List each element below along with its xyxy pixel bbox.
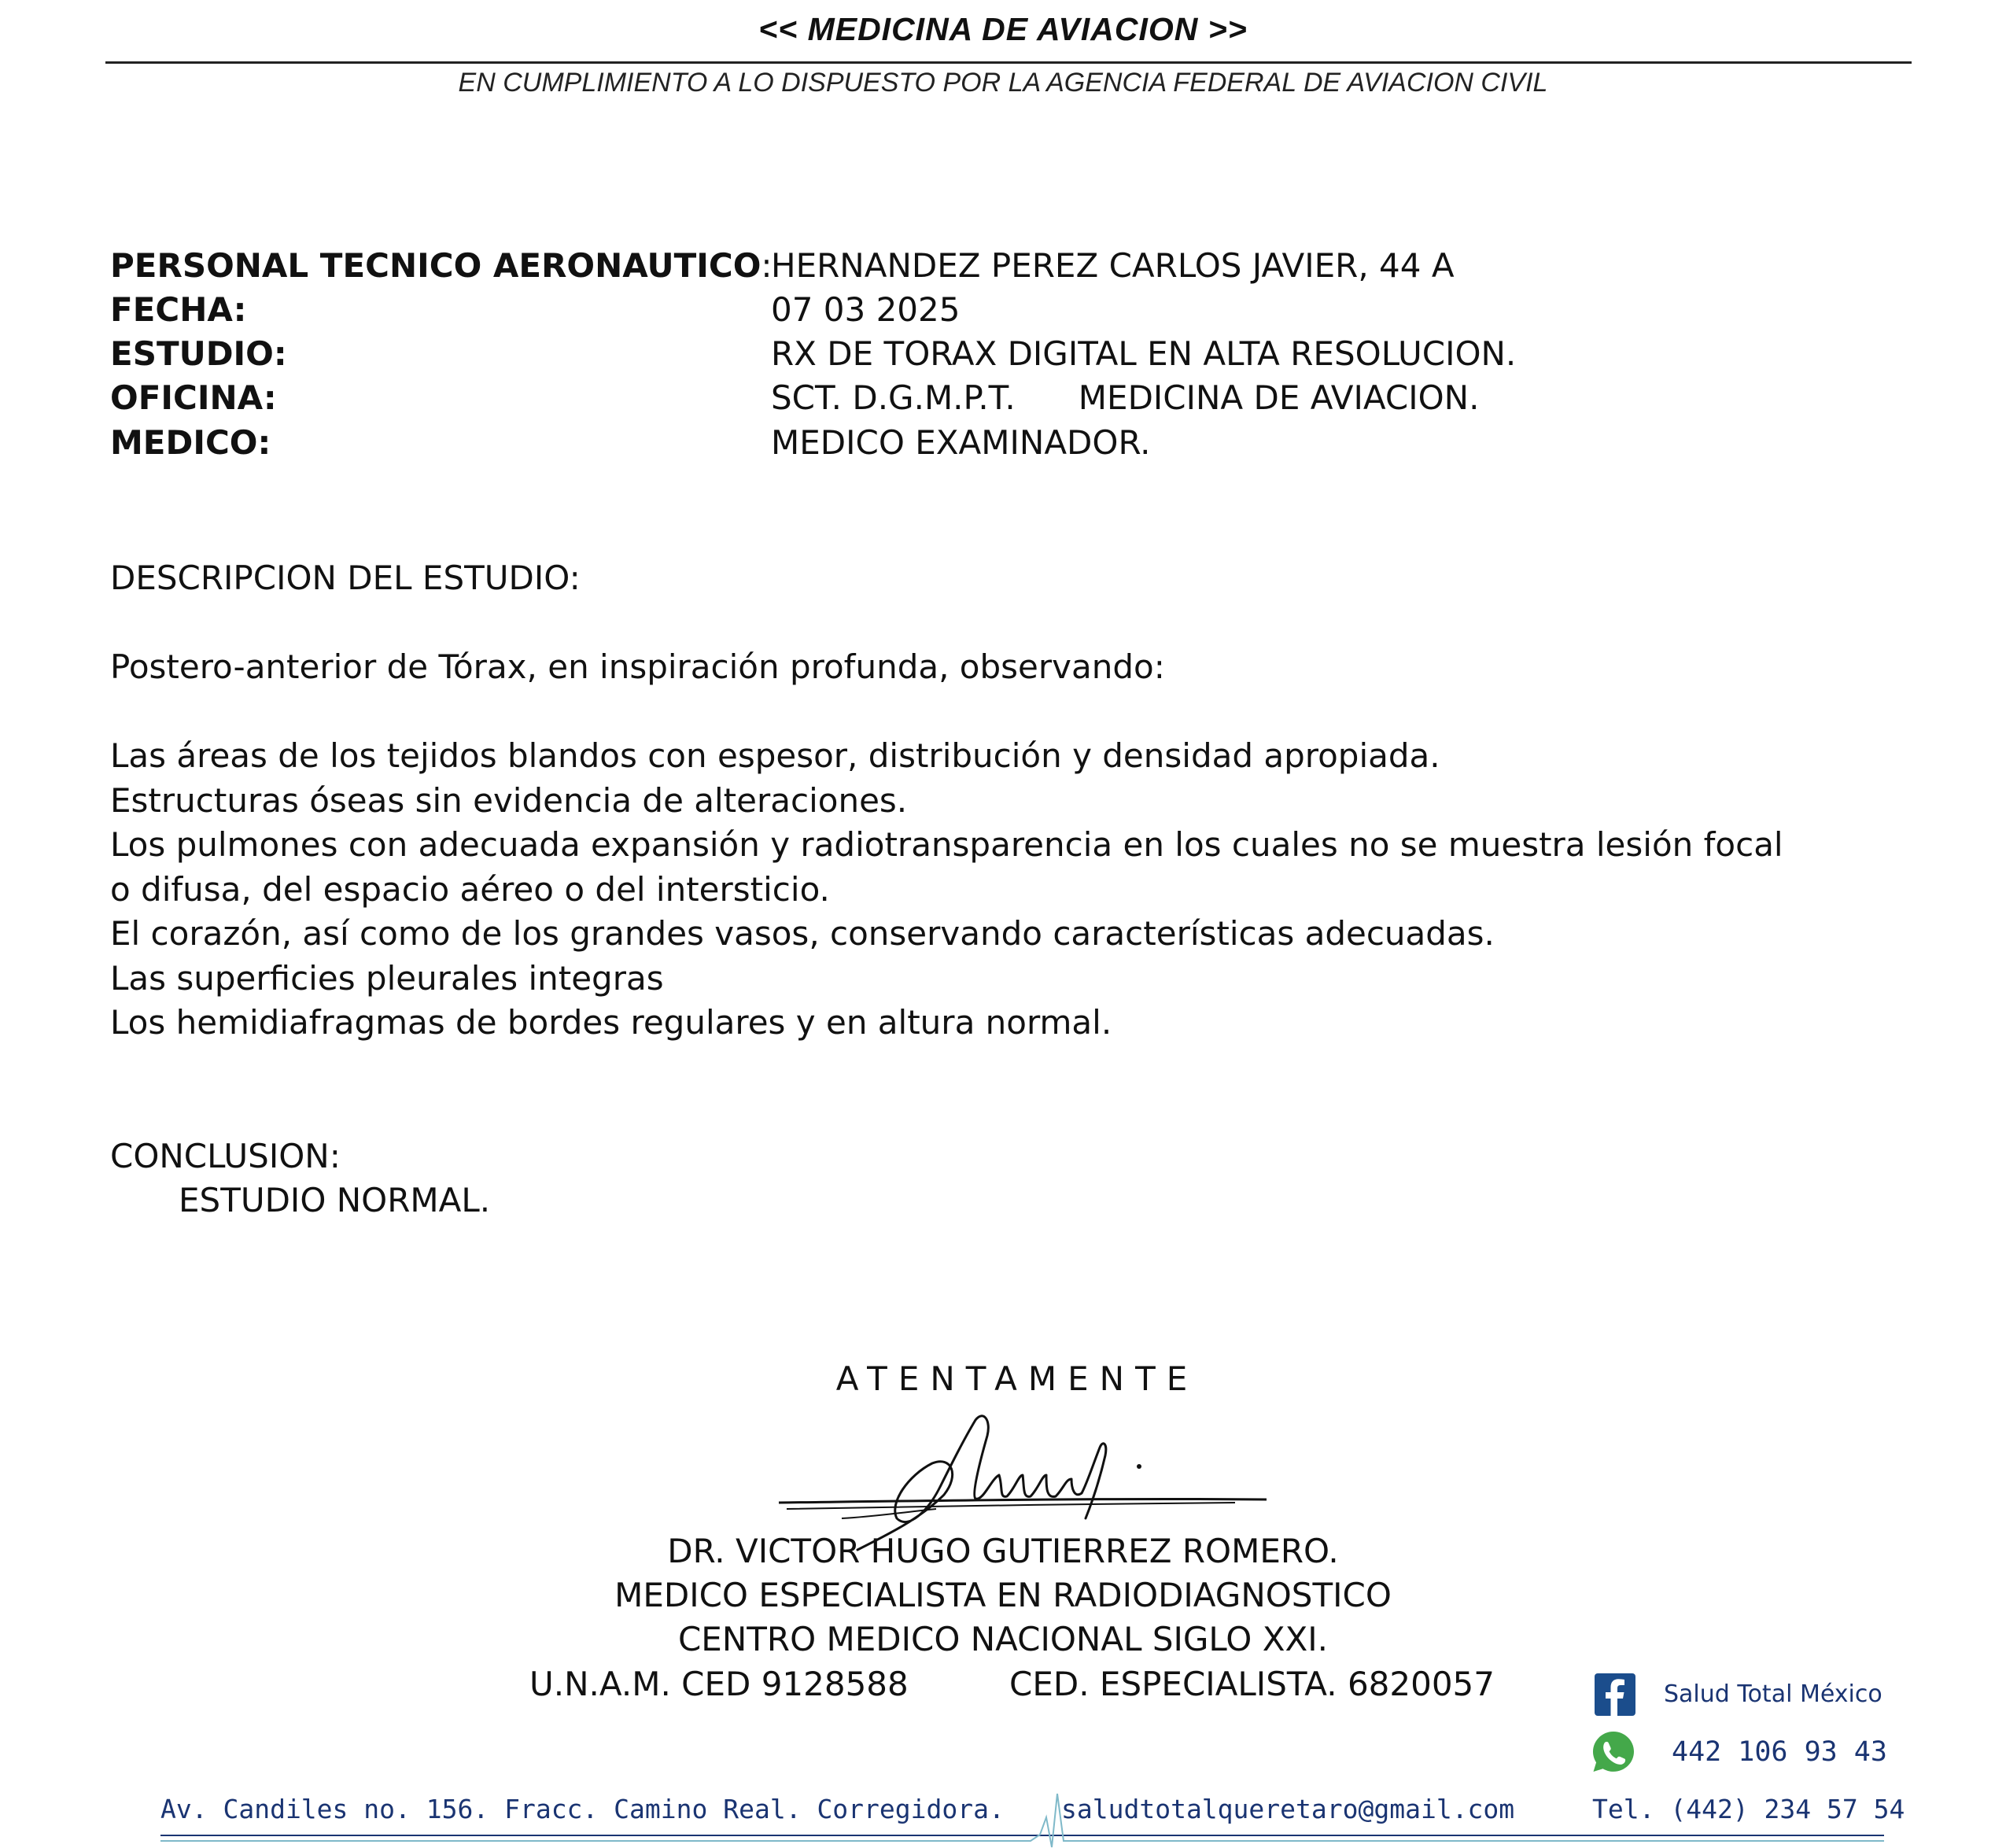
finding-line: Las superficies pleurales integras: [110, 959, 664, 998]
whatsapp-icon: [1590, 1728, 1637, 1776]
ced-unam: U.N.A.M. CED 9128588: [529, 1665, 909, 1703]
footer-pulse-line: [0, 1786, 2006, 1848]
finding-line: Las áreas de los tejidos blandos con espesor, distribución y densidad apropiada.: [110, 736, 1440, 775]
footer-phone: Tel. (442) 234 57 54: [1592, 1794, 1905, 1824]
oficina-value: SCT. D.G.M.P.T. MEDICINA DE AVIACION.: [771, 378, 1480, 417]
doctor-name: DR. VICTOR HUGO GUTIERREZ ROMERO.: [667, 1532, 1339, 1570]
doctor-title: MEDICO ESPECIALISTA EN RADIODIAGNOSTICO: [614, 1576, 1392, 1614]
finding-line: o difusa, del espacio aéreo o del intersticio.: [110, 870, 830, 909]
finding-line: El corazón, así como de los grandes vasos, conservando características adecuadas.: [110, 914, 1495, 953]
footer-email[interactable]: saludtotalqueretaro@gmail.com: [1061, 1794, 1515, 1824]
header-divider: [105, 61, 1912, 64]
description-intro: Postero-anterior de Tórax, en inspiración profunda, observando:: [110, 647, 1165, 686]
estudio-label: ESTUDIO:: [110, 334, 287, 373]
closing-text: ATENTAMENTE: [835, 1359, 1199, 1398]
conclusion-text: ESTUDIO NORMAL.: [179, 1181, 491, 1219]
facebook-icon: [1595, 1673, 1635, 1716]
medico-label: MEDICO:: [110, 423, 271, 462]
personal-label: PERSONAL TECNICO AERONAUTICO:: [110, 246, 773, 285]
description-heading: DESCRIPCION DEL ESTUDIO:: [110, 559, 581, 597]
document-subtitle: EN CUMPLIMIENTO A LO DISPUESTO POR LA AGENCIA FEDERAL DE AVIACION CIVIL: [458, 68, 1548, 98]
footer-address: Av. Candiles no. 156. Fracc. Camino Real. Corregidora.: [160, 1794, 1005, 1824]
fecha-value: 07 03 2025: [771, 290, 961, 329]
medico-value: MEDICO EXAMINADOR.: [771, 423, 1151, 462]
facebook-handle: Salud Total México: [1664, 1680, 1882, 1708]
ced-especialista: CED. ESPECIALISTA. 6820057: [1009, 1665, 1495, 1703]
doctor-institution: CENTRO MEDICO NACIONAL SIGLO XXI.: [677, 1620, 1329, 1658]
finding-line: Los pulmones con adecuada expansión y radiotransparencia en los cuales no se muestra lesión focal: [110, 825, 1783, 864]
conclusion-heading: CONCLUSION:: [110, 1137, 341, 1175]
oficina-label: OFICINA:: [110, 378, 277, 417]
finding-line: Los hemidiafragmas de bordes regulares y en altura normal.: [110, 1003, 1112, 1042]
fecha-label: FECHA:: [110, 290, 247, 329]
estudio-value: RX DE TORAX DIGITAL EN ALTA RESOLUCION.: [771, 334, 1517, 373]
personal-value: HERNANDEZ PEREZ CARLOS JAVIER, 44 A: [771, 246, 1455, 285]
document-title: << MEDICINA DE AVIACION >>: [758, 11, 1248, 47]
whatsapp-number: 442 106 93 43: [1672, 1736, 1887, 1768]
finding-line: Estructuras óseas sin evidencia de alteraciones.: [110, 781, 908, 820]
